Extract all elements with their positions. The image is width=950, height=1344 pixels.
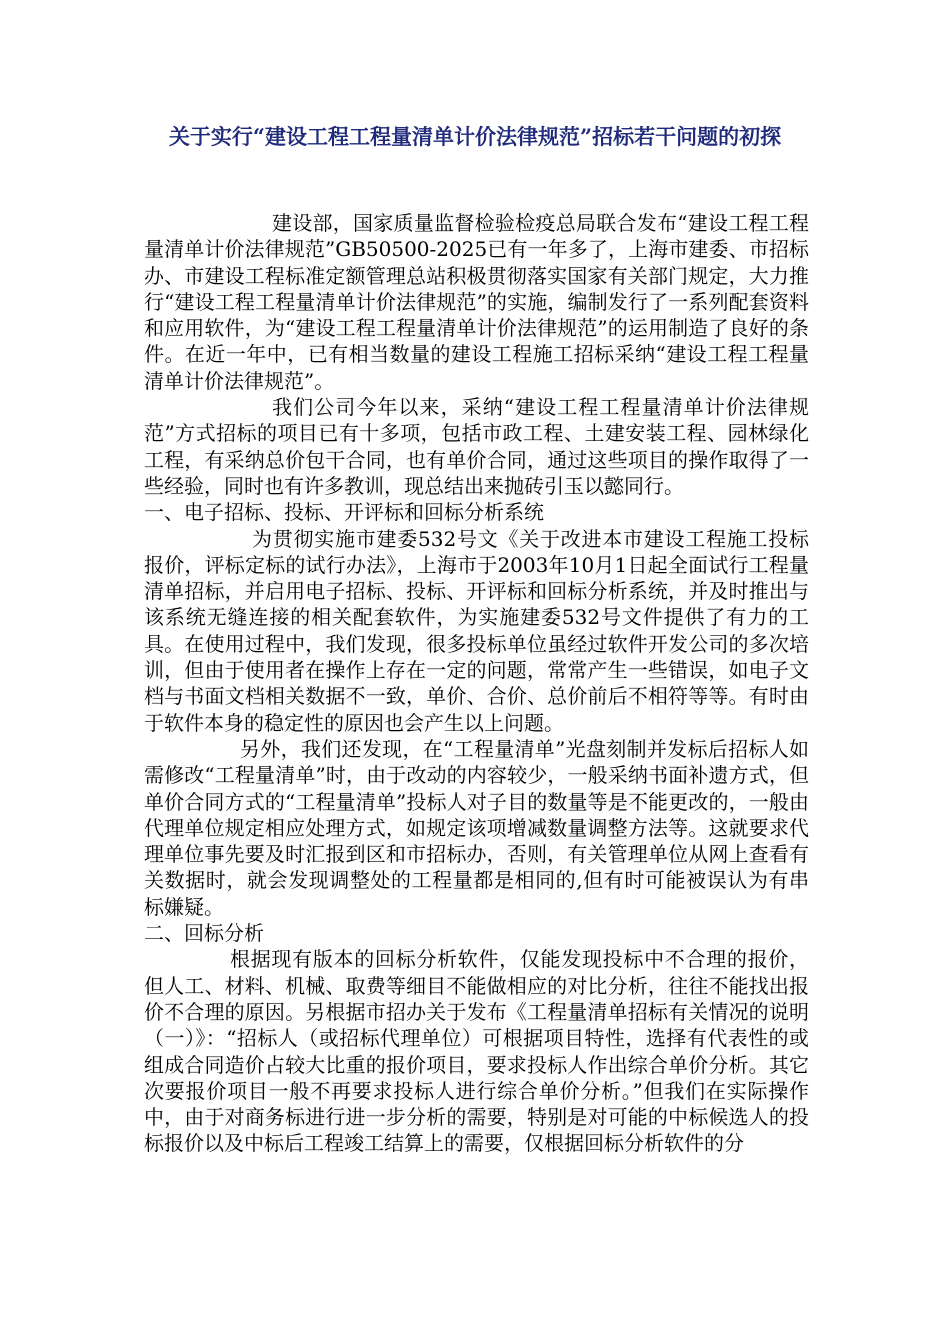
paragraph-bid-analysis: 根据现有版本的回标分析软件，仅能发现投标中不合理的报价，但人工、材料、机械、取费等细目不能做相应的对比分析，往往不能找出报价不合理的原因。另根据市招办关于发布《工程量清单招标有关情况的说明（一）》：“招标人（或招标代理单位）可根据项目特性，选择有代表性的或组成合同造价占较大比重的报价项目，要求投标人作出综合单价分析。其它次要报价项目一般不再要求投标人进行综合单价分析。”但我们在实际操作中，由于对商务标进行进一步分析的需要，特别是对可能的中标候选人的投标报价以及中标后工程竣工结算上的需要，仅根据回标分析软件的分	[144, 947, 809, 1156]
document-body	[144, 210, 809, 1157]
document-title: 关于实行“建设工程工程量清单计价法律规范”招标若干问题的初探	[168, 124, 782, 149]
section-heading-1: 一、电子招标、投标、开评标和回标分析系统	[144, 500, 544, 525]
paragraph-intro: 建设部，国家质量监督检验检疫总局联合发布“建设工程工程量清单计价法律规范”GB50500-2025已有一年多了，上海市建委、市招标办、市建设工程标准定额管理总站积极贯彻落实国家有关部门规定，大力推行“建设工程工程量清单计价法律规范”的实施，编制发行了一系列配套资料和应用软件，为“建设工程工程量清单计价法律规范”的运用制造了良好的条件。在近一年中，已有相当数量的建设工程施工招标采纳“建设工程工程量清单计价法律规范”。	[144, 211, 809, 393]
paragraph-company-experience: 我们公司今年以来，采纳“建设工程工程量清单计价法律规范”方式招标的项目已有十多项，包括市政工程、土建安装工程、园林绿化工程，有采纳总价包干合同，也有单价合同，通过这些项目的操作取得了一些经验，同时也有许多教训，现总结出来抛砖引玉以懿同行。	[144, 395, 809, 498]
paragraph-supplement: 另外，我们还发现，在“工程量清单”光盘刻制并发标后招标人如需修改“工程量清单”时，由于改动的内容较少，一般采纳书面补遗方式，但单价合同方式的“工程量清单”投标人对子目的数量等是不能更改的，一般由代理单位规定相应处理方式，如规定该项增减数量调整方法等。这就要求代理单位事先要及时汇报到区和市招标办，否则，有关管理单位从网上查看有关数据时，就会发现调整处的工程量都是相同的,但有时可能被误认为有串标嫌疑。	[144, 736, 809, 919]
paragraph-electronic-system: 为贯彻实施市建委532号文《关于改进本市建设工程施工投标报价，评标定标的试行办法》，上海市于2003年10月1日起全面试行工程量清单招标，并启用电子招标、投标、开评标和回标分析系统，并及时推出与该系统无缝连接的相关配套软件，为实施建委532号文件提供了有力的工具。在使用过程中，我们发现，很多投标单位虽经过软件开发公司的多次培训，但由于使用者在操作上存在一定的问题，常常产生一些错误，如电子文档与书面文档相关数据不一致，单价、合价、总价前后不相符等等。有时由于软件本身的稳定性的原因也会产生以上问题。	[144, 526, 809, 735]
section-heading-2: 二、回标分析	[144, 921, 264, 946]
